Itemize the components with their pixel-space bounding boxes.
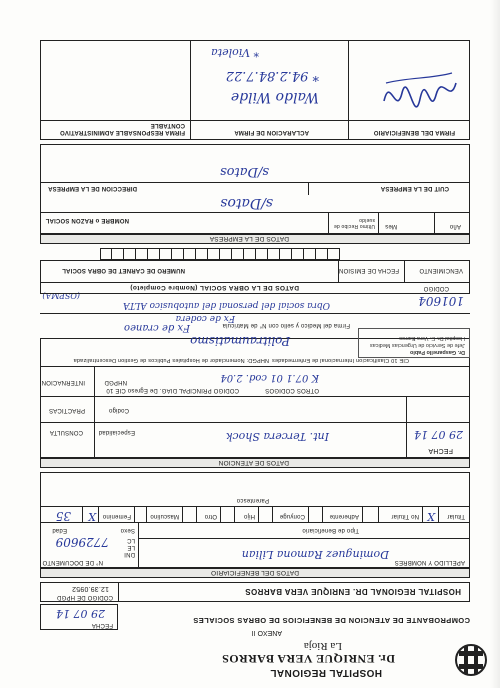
codigo-hpgd-label: CODIGO DE HPGD bbox=[56, 594, 113, 600]
doc-label: N° DE DOCUMENTO bbox=[42, 559, 103, 565]
scan-edge bbox=[490, 0, 500, 688]
beneficiario-band bbox=[40, 568, 470, 578]
diag-hand-line1: Politraumatismo bbox=[190, 334, 290, 348]
tipo-conyuge: Conyuge bbox=[279, 513, 305, 519]
empresa-box bbox=[40, 144, 470, 234]
fecha-atencion-value: 29 07 14 bbox=[414, 428, 463, 441]
obra-social-title: DATOS DE LA OBRA SOCIAL (Nombre Completo) bbox=[129, 284, 299, 291]
obra-social-codigo: 101604 bbox=[418, 294, 464, 308]
empresa-title: DATOS DE LA EMPRESA bbox=[209, 235, 289, 242]
tipo-no-titular: No Titular bbox=[391, 513, 419, 519]
hospital-line3: La Rioja bbox=[303, 640, 342, 652]
responsable-label: FIRMA RESPONSABLE ADMINISTRATIVO CONTABLE bbox=[59, 122, 185, 135]
consulta-label: CONSULTA bbox=[49, 429, 83, 435]
atencion-band bbox=[40, 458, 470, 468]
tipo-mark: X bbox=[427, 510, 435, 523]
anio-label: Año bbox=[449, 223, 461, 229]
hospital-logo bbox=[454, 640, 488, 680]
phone-value: * 94.2.84.7.22 bbox=[225, 68, 319, 83]
nombre-label: NOMBRE o RAZON SOCIAL bbox=[45, 217, 129, 223]
direccion-label: DIRECCION DE LA EMPRESA bbox=[47, 185, 137, 191]
form-title: COMPROBANTE DE ATENCION DE BENEFICIOS DE OBRAS SOCIALES bbox=[192, 616, 470, 625]
fecha-value: 29 07 14 bbox=[56, 607, 105, 620]
apellido-label: APELLIDO Y NOMBRES bbox=[394, 559, 465, 565]
tipo-hijo: Hijo bbox=[243, 513, 255, 519]
aclaracion-label: ACLARACION DE FIRMA bbox=[234, 129, 309, 135]
otros-codigos-label: OTROS CODIGOS bbox=[265, 387, 319, 393]
tipo-label: Tipo de Beneficiario bbox=[302, 527, 359, 533]
hospital-name-box bbox=[40, 582, 470, 602]
diag-label: DIAG. De Egreso CIE 10 bbox=[106, 387, 177, 393]
doc-types: DNI LE LC bbox=[124, 537, 135, 557]
nomenclador-label: NHPGD: Nomenclador de Hospitales Publicos de Gestion Descentralizada bbox=[73, 357, 269, 363]
edad-value: 35 bbox=[55, 509, 71, 523]
vencimiento-label: VENCIMIENTO bbox=[419, 267, 463, 273]
fecha-atencion-label: FECHA bbox=[428, 447, 453, 454]
sexo-masculino: Masculino bbox=[150, 513, 179, 519]
diag-hand-line3: Fx de codera bbox=[175, 313, 235, 323]
beneficiario-title: DATOS DEL BENEFICIARIO bbox=[210, 569, 299, 576]
carnet-label: NUMERO DE CARNET DE OBRA SOCIAL bbox=[62, 267, 185, 273]
obra-social-codigo-label: CODIGO bbox=[423, 285, 449, 291]
hospital-line1: HOSPITAL REGIONAL bbox=[270, 667, 382, 678]
practicas-label: PRACTICAS bbox=[48, 407, 85, 413]
empresa-direccion-value: s/Datos bbox=[220, 164, 269, 179]
stamp-line1: Dr. Gaspanello Pablo bbox=[409, 349, 465, 355]
fecha-box bbox=[40, 604, 118, 630]
extra-value: * Violeta bbox=[211, 46, 259, 59]
hospital-line2: Dr. ENRIQUE VERA BARROS bbox=[221, 652, 395, 666]
beneficiario-box bbox=[40, 472, 470, 568]
tipo-adherente: Adherente bbox=[329, 513, 359, 519]
diag-codes: K 07.1 01 cod. 2.04 bbox=[220, 372, 319, 383]
sexo-mark: X bbox=[88, 510, 96, 523]
firma-medico-label: Firma del Medico y sello con N° de Matricula bbox=[222, 322, 350, 328]
codigo-hpgd-value: 12.39.0952 bbox=[71, 585, 109, 592]
cuit-label: CUIT DE LA EMPRESA bbox=[380, 185, 449, 191]
aclaracion-value: Waldo Wilde bbox=[230, 89, 319, 105]
annex-label: ANEXO II bbox=[251, 629, 282, 636]
especialidad-label: Especialidad bbox=[98, 429, 135, 435]
empresa-nombre-value: s/Datos bbox=[220, 195, 273, 211]
empresa-band bbox=[40, 234, 470, 244]
codigo-principal-label: CODIGO PRINCIPAL bbox=[178, 387, 239, 393]
nhpgd-label: NHPGD bbox=[104, 379, 127, 385]
ultimo-recibo-label: Ultimo Recibo de sueldo bbox=[333, 217, 375, 229]
cie-label: CIE 10 Clasificacion Internacional de Enfermedades bbox=[271, 357, 409, 363]
especialidad-value: Int. Tercera Shock bbox=[225, 430, 329, 443]
tipo-titular: Titular bbox=[447, 513, 465, 519]
doc-value: 7729609 bbox=[55, 535, 109, 549]
doctor-stamp bbox=[358, 328, 470, 358]
parentesco-label: Parentesco bbox=[236, 497, 269, 503]
stamp-line2: Jefe de Servicio de Urgencias Medicas bbox=[369, 342, 465, 348]
fecha-label: FECHA bbox=[91, 622, 113, 628]
obra-social-box bbox=[40, 260, 470, 294]
hospital-name: HOSPITAL REGIONAL DR. ENRIQUE VERA BARROS bbox=[244, 587, 461, 596]
edad-label: Edad bbox=[52, 527, 67, 533]
tipo-otro: Otro bbox=[204, 513, 217, 519]
mes-label: Mes bbox=[385, 223, 397, 229]
atencion-title: DATOS DE ATENCION bbox=[218, 459, 289, 466]
apellido-value: Dominguez Ramona Lilian bbox=[241, 548, 389, 561]
sexo-femenino: Femenino bbox=[102, 513, 131, 519]
codigo-practicas-label: Codigo bbox=[108, 407, 129, 413]
firma-beneficiario-label: FIRMA DEL BENEFICIARIO bbox=[373, 129, 455, 135]
obra-social-value: Obra social del personal del autobusico ALTA bbox=[122, 300, 330, 310]
carnet-grid bbox=[100, 248, 340, 260]
stamp-line3: Hospital Dr. E. Vera Barros bbox=[399, 335, 465, 341]
emision-label: FECHA DE EMISION bbox=[338, 267, 399, 273]
sexo-label: Sexo bbox=[120, 527, 135, 533]
beneficiary-signature bbox=[380, 63, 460, 113]
diag-hand-line2: Fx de craneo bbox=[124, 322, 190, 333]
obra-social-value2: (OSPMA) bbox=[42, 291, 80, 300]
internacion-label: INTERNACION bbox=[41, 379, 85, 385]
